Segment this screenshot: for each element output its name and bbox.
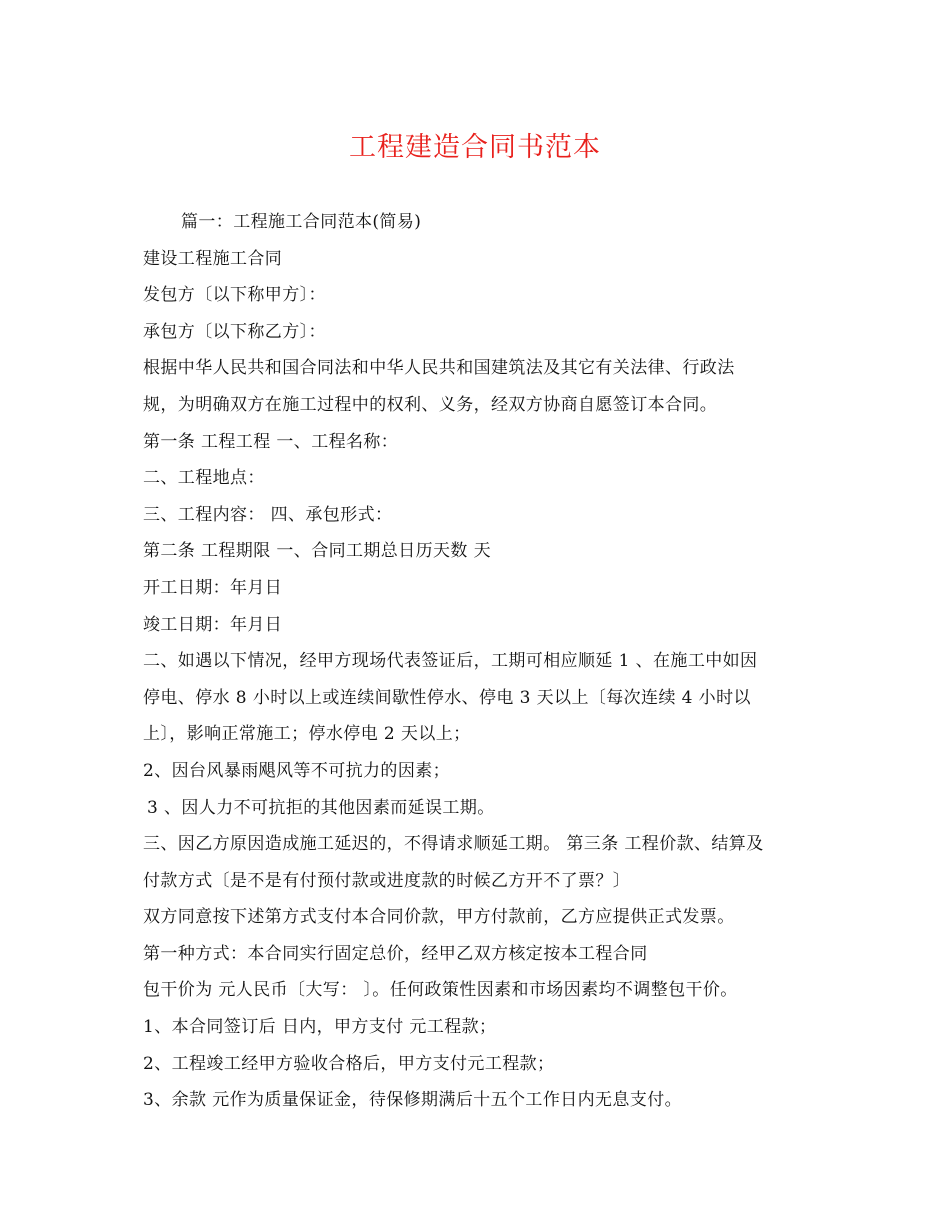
article-two-line: 第二条 工程期限 一、合同工期总日历天数 天 [143,541,492,562]
paragraph-line: 双方同意按下述第方式支付本合同价款，甲方付款前，乙方应提供正式发票。 [143,907,735,928]
paragraph-line: 三、工程内容： 四、承包形式： [143,504,393,525]
document-title: 工程建造合同书范本 [349,132,601,163]
section-heading: 篇一：工程施工合同范本(简易) [181,212,422,232]
payment-item-line: 3、余款 元作为质量保证金，待保修期满后十五个工作日内无息支付。 [143,1090,683,1111]
document-body [143,204,823,1119]
start-date-line: 开工日期：年月日 [143,577,283,598]
party-a-line: 发包方〔以下称甲方〕： [143,285,326,306]
paragraph-line: 付款方式〔是不是有付预付款或进度款的时候乙方开不了票？〕 [143,870,631,891]
article-one-line: 第一条 工程工程 一、工程名称： [143,431,399,452]
paragraph-line: 二、如遇以下情况，经甲方现场代表签证后，工期可相应顺延 1 、在施工中如因 [143,651,758,672]
paragraph-line: 二、工程地点： [143,468,265,489]
paragraph-line: 3 、因人力不可抗拒的其他因素而延误工期。 [147,797,495,818]
paragraph-line: 上〕，影响正常施工；停水停电 2 天以上； [143,724,471,745]
paragraph-line: 规，为明确双方在施工过程中的权利、义务，经双方协商自愿签订本合同。 [143,394,718,415]
party-b-line: 承包方〔以下称乙方〕： [143,321,326,342]
paragraph-line: 根据中华人民共和国合同法和中华人民共和国建筑法及其它有关法律、行政法 [143,358,735,379]
article-three-line: 三、因乙方原因造成施工延迟的，不得请求顺延工期。 第三条 工程价款、结算及 [143,834,764,855]
payment-item-line: 1、本合同签订后 日内，甲方支付 元工程款； [143,1017,497,1038]
paragraph-line: 2、因台风暴雨飓风等不可抗力的因素； [143,760,451,781]
contract-name: 建设工程施工合同 [143,248,283,269]
paragraph-line: 停电、停水 8 小时以上或连续间歇性停水、停电 3 天以上〔每次连续 4 小时以 [143,687,751,708]
paragraph-line: 第一种方式：本合同实行固定总价，经甲乙双方核定按本工程合同 [143,943,648,964]
payment-item-line: 2、工程竣工经甲方验收合格后，甲方支付元工程款； [143,1053,555,1074]
paragraph-line: 包干价为 元人民币〔大写： 〕。任何政策性因素和市场因素均不调整包干价。 [143,980,738,1001]
completion-date-line: 竣工日期：年月日 [143,614,283,635]
